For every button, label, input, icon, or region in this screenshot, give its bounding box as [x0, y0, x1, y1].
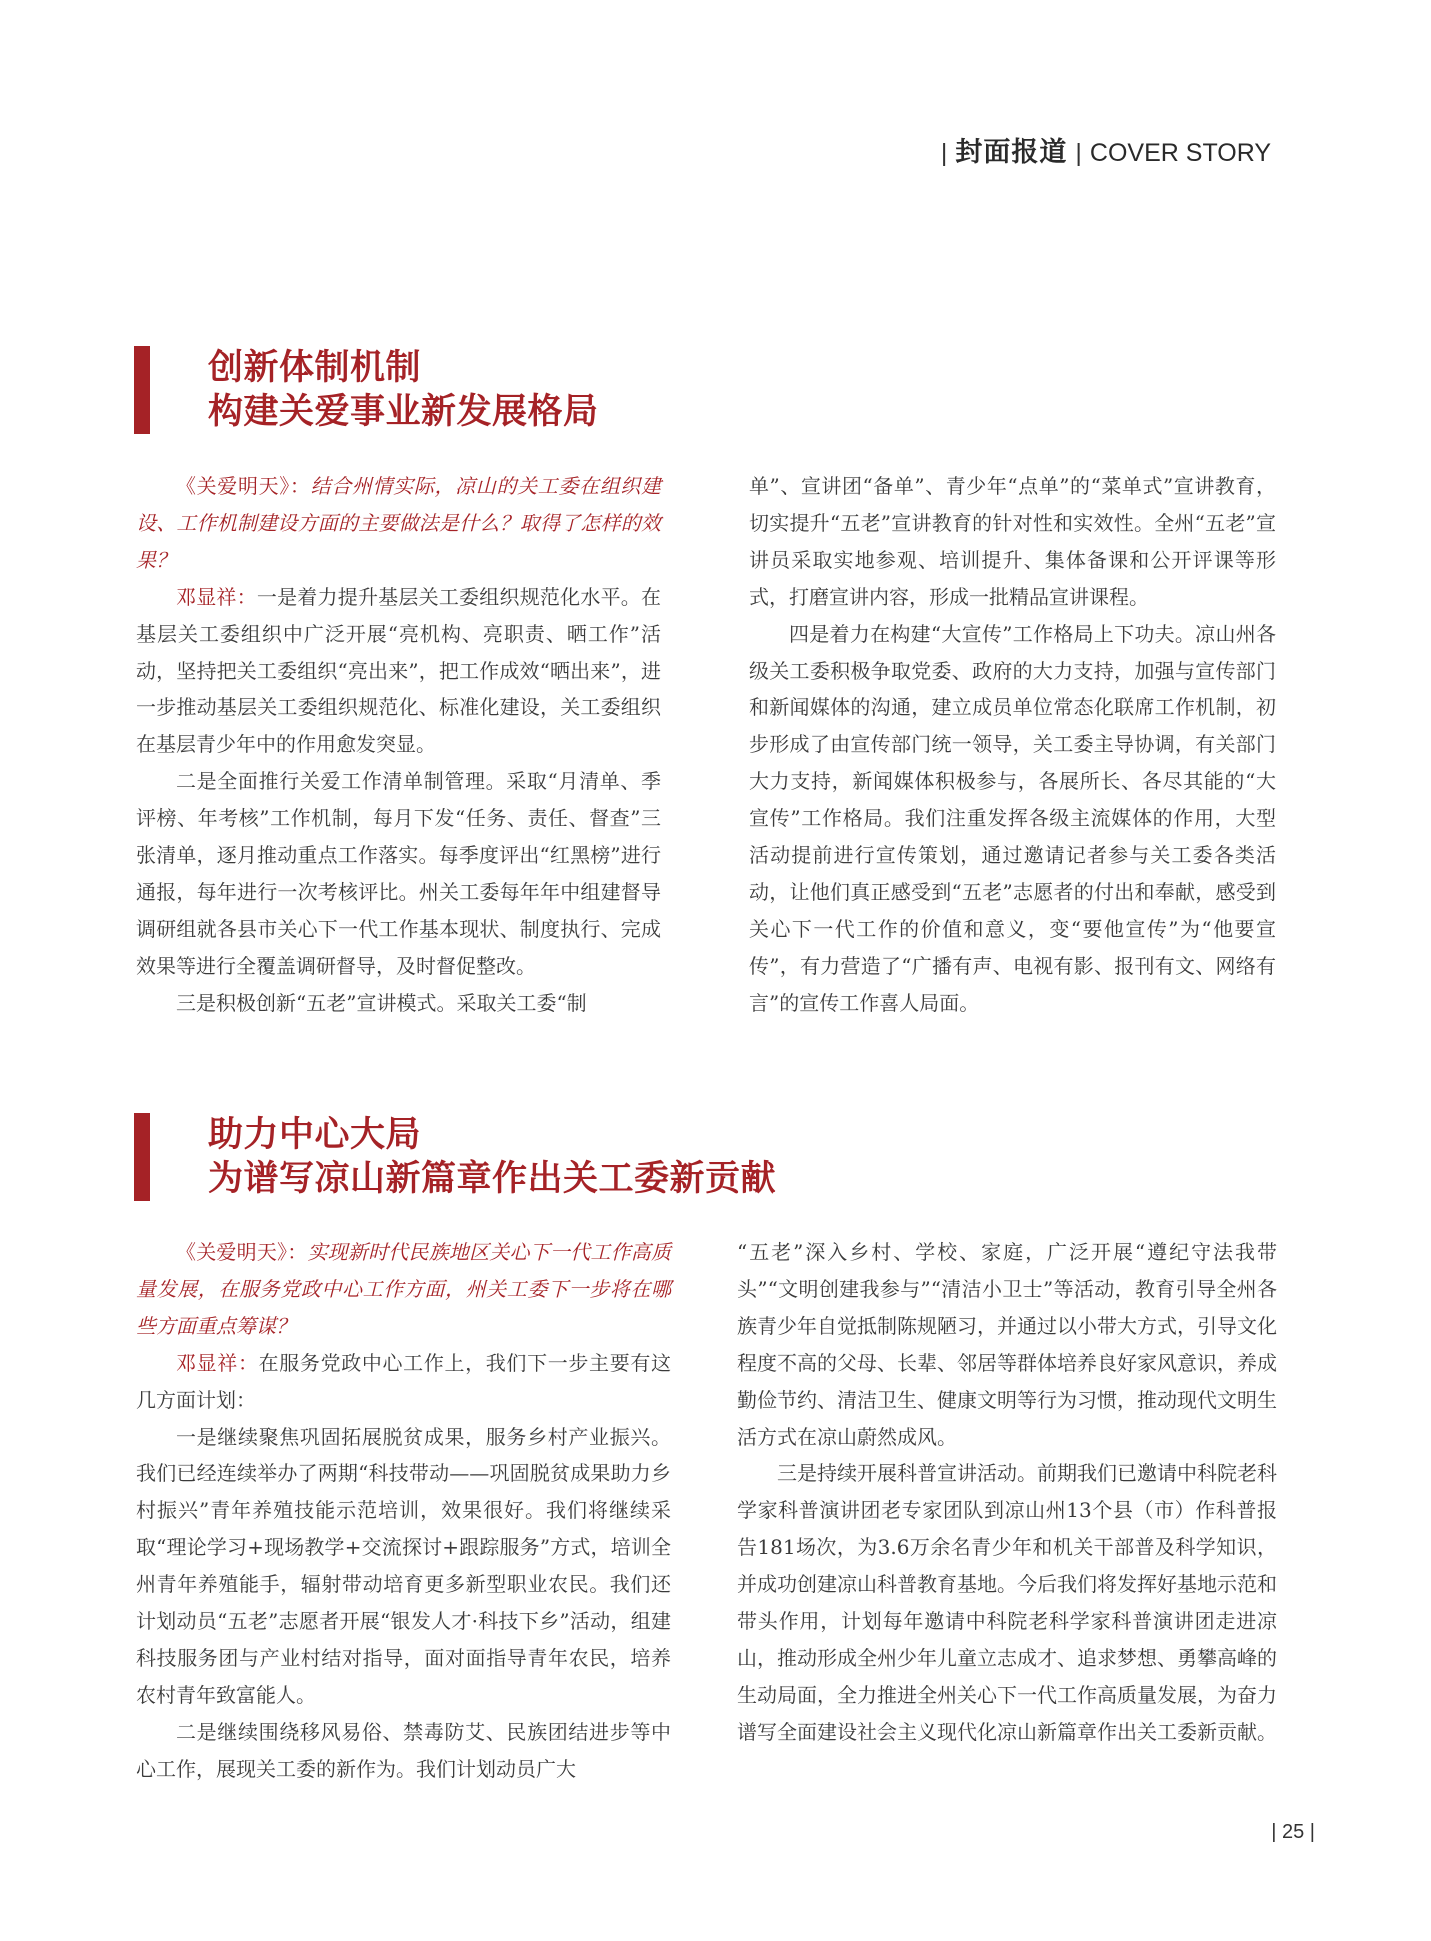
header-section-cn: 封面报道 — [955, 137, 1068, 168]
paragraph: 三是积极创新“五老”宣讲模式。采取关工委“制 — [176, 990, 587, 1015]
answer-text: 在服务党政中心工作上，我们下一步主要有这几方面计划： — [136, 1350, 672, 1412]
answer-text: 一是着力提升基层关工委组织规范化水平。在基层关工委组织中广泛开展“亮机构、亮职责、晒工作”活动，坚持把关工委组织“亮出来”，把工作成效“晒出来”，进一步推动基层关工委组织规范化、标准化建设，关工委组织在基层青少年中的作用愈发突显。 — [136, 584, 662, 757]
section-1-question — [136, 468, 661, 579]
paragraph: 三是持续开展科普宣讲活动。前期我们已邀请中科院老科学家科普演讲团老专家团队到凉山州13个县（市）作科普报告181场次，为3.6万余名青少年和机关干部普及科学知识，并成功创建凉山科普教育基地。今后我们将发挥好基地示范和带头作用，计划每年邀请中科院老科学家科普演讲团走进凉山，推动形成全州少年儿童立志成才、追求梦想、勇攀高峰的生动局面，全力推进全州关心下一代工作高质量发展，为奋力谱写全面建设社会主义现代化凉山新篇章作出关工委新贡献。 — [737, 1461, 1277, 1744]
paragraph: 一是继续聚焦巩固拓展脱贫成果，服务乡村产业振兴。我们已经连续举办了两期“科技带动——巩固脱贫成果助力乡村振兴”青年养殖技能示范培训，效果很好。我们将继续采取“理论学习+现场教学+交流探讨+跟踪服务”方式，培训全州青年养殖能手，辐射带动培育更多新型职业农民。我们还计划动员“五老”志愿者开展“银发人才·科技下乡”活动，组建科技服务团与产业村结对指导，面对面指导青年农民，培养农村青年致富能人。 — [136, 1424, 671, 1707]
page-number-divider-left: | — [1271, 1821, 1277, 1843]
paragraph-continuation: “五老”深入乡村、学校、家庭，广泛开展“遵纪守法我带头”“文明创建我参与”“清洁小卫士”等活动，教育引导全州各族青少年自觉抵制陈规陋习，并通过以小带大方式，引导文化程度不高的父母、长辈、邻居等群体培养良好家风意识，养成勤俭节约、清洁卫生、健康文明等行为习惯，推动现代文明生活方式在凉山蔚然成风。 — [737, 1240, 1277, 1449]
question-label: 《关爱明天》： — [176, 1240, 308, 1264]
section-2-question — [136, 1234, 671, 1345]
section-1-title-line1: 创新体制机制 — [208, 347, 422, 388]
question-label: 《关爱明天》： — [176, 474, 311, 498]
section-1-answer-first — [136, 579, 661, 764]
section-header — [941, 136, 1271, 170]
header-divider-left: | — [940, 139, 948, 167]
section-1-left-column — [136, 468, 661, 1022]
paragraph: 四是着力在构建“大宣传”工作格局上下功夫。凉山州各级关工委积极争取党委、政府的大力支持，加强与宣传部门和新闻媒体的沟通，建立成员单位常态化联席工作机制，初步形成了由宣传部门统一领导，关工委主导协调，有关部门大力支持，新闻媒体积极参与，各展所长、各尽其能的“大宣传”工作格局。我们注重发挥各级主流媒体的作用，大型活动提前进行宣传策划，通过邀请记者参与关工委各类活动，让他们真正感受到“五老”志愿者的付出和奉献，感受到关心下一代工作的价值和意义，变“要他宣传”为“他要宣传”，有力营造了“广播有声、电视有影、报刊有文、网络有言”的宣传工作喜人局面。 — [749, 621, 1276, 1015]
header-divider-mid: | — [1075, 139, 1082, 167]
question-text: 实现新时代民族地区关心下一代工作高质量发展，在服务党政中心工作方面，州关工委下一步将在哪些方面重点筹谋？ — [136, 1240, 672, 1338]
answer-label: 邓显祥： — [176, 584, 257, 609]
answer-label: 邓显祥： — [176, 1350, 259, 1375]
section-2-right-column — [737, 1234, 1277, 1751]
page-number-value: 25 — [1281, 1821, 1305, 1843]
section-2-title-line1: 助力中心大局 — [208, 1114, 422, 1155]
page-number — [1271, 1821, 1315, 1844]
section-1-title-line2: 构建关爱事业新发展格局 — [208, 391, 599, 432]
header-section-en: COVER STORY — [1089, 139, 1271, 167]
paragraph-continuation: 单”、宣讲团“备单”、青少年“点单”的“菜单式”宣讲教育，切实提升“五老”宣讲教育的针对性和实效性。全州“五老”宣讲员采取实地参观、培训提升、集体备课和公开评课等形式，打磨宣讲内容，形成一批精品宣讲课程。 — [749, 474, 1276, 609]
page-number-divider-right: | — [1309, 1821, 1315, 1843]
section-1-title — [134, 346, 599, 434]
section-2-title-line2: 为谱写凉山新篇章作出关工委新贡献 — [208, 1158, 777, 1199]
section-2-title — [134, 1113, 776, 1201]
section-1-right-column — [749, 468, 1276, 1022]
paragraph: 二是继续围绕移风易俗、禁毒防艾、民族团结进步等中心工作，展现关工委的新作为。我们计划动员广大 — [136, 1719, 671, 1781]
question-text: 结合州情实际，凉山的关工委在组织建设、工作机制建设方面的主要做法是什么？取得了怎样的效果？ — [136, 474, 662, 572]
section-2-left-column — [136, 1234, 671, 1788]
paragraph: 二是全面推行关爱工作清单制管理。采取“月清单、季评榜、年考核”工作机制，每月下发“任务、责任、督查”三张清单，逐月推动重点工作落实。每季度评出“红黑榜”进行通报，每年进行一次考核评比。州关工委每年年中组建督导调研组就各县市关心下一代工作基本现状、制度执行、完成效果等进行全覆盖调研督导，及时督促整改。 — [136, 769, 661, 978]
section-2-answer-first — [136, 1345, 671, 1419]
